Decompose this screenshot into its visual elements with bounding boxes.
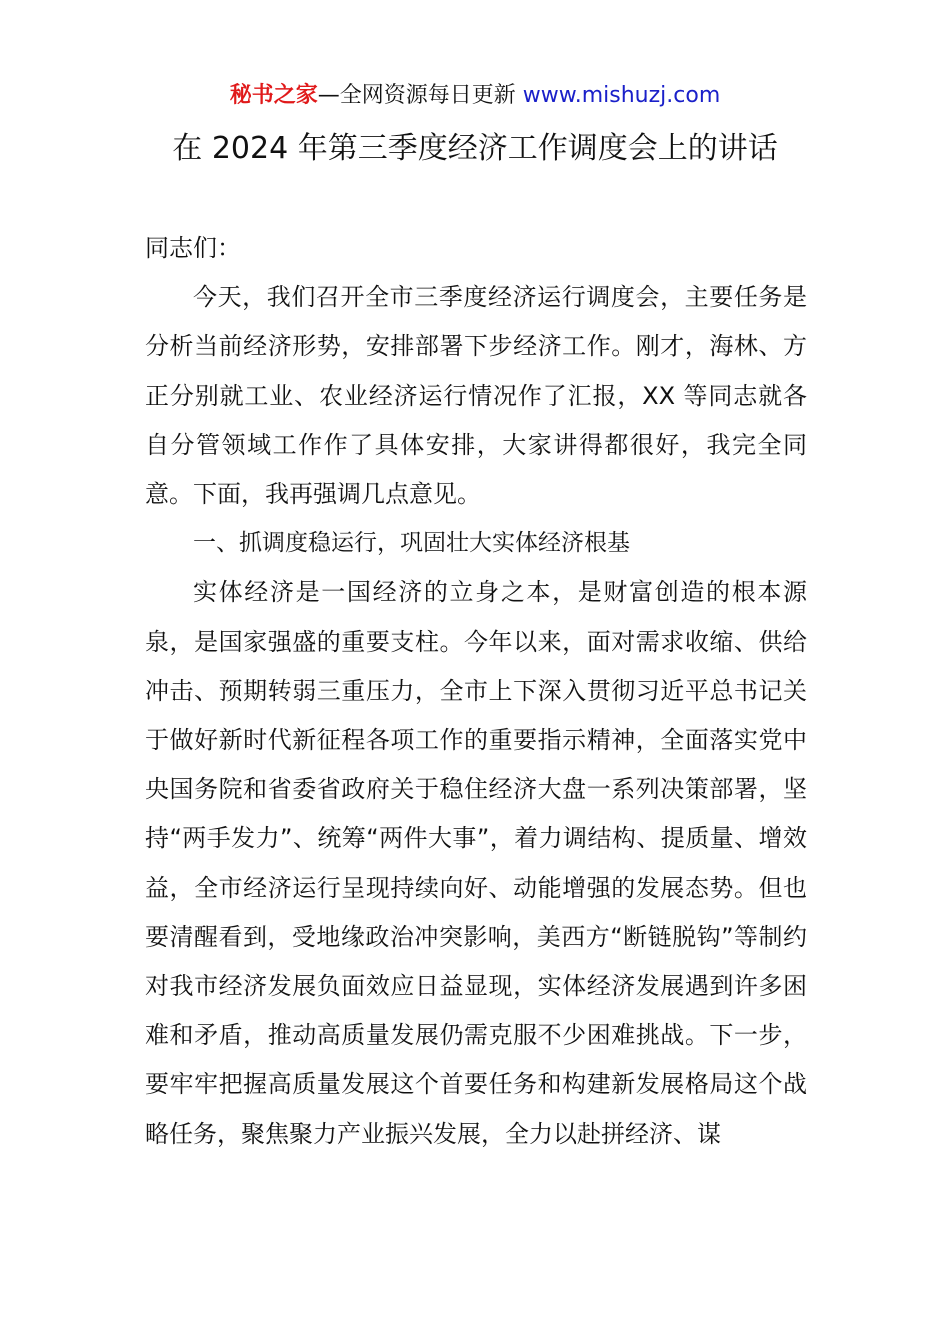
document-body <box>145 224 807 1159</box>
section-heading: 一、抓调度稳运行，巩固壮大实体经济根基 <box>193 530 630 557</box>
salutation: 同志们： <box>145 234 241 262</box>
paragraph: 实体经济是一国经济的立身之本，是财富创造的根本源泉，是国家强盛的重要支柱。今年以来，面对需求收缩、供给冲击、预期转弱三重压力，全市上下深入贯彻习近平总书记关于做好新时代新征程各项工作的重要指示精神，全面落实党中央国务院和省委省政府关于稳住经济大盘一系列决策部署，坚持“两手发力”、统筹“两件大事”，着力调结构、提质量、增效益，全市经济运行呈现持续向好、动能增强的发展态势。但也要清醒看到，受地缘政治冲突影响，美西方“断链脱钩”等制约对我市经济发展负面效应日益显现，实体经济发展遇到许多困难和矛盾，推动高质量发展仍需克服不少困难挑战。下一步，要牢牢把握高质量发展这个首要任务和构建新发展格局这个战略任务，聚焦聚力产业振兴发展，全力以赴拼经济、谋 <box>145 578 807 1148</box>
site-tagline: —全网资源每日更新 <box>317 83 523 108</box>
site-header <box>0 80 950 112</box>
site-brand: 秘书之家 <box>229 83 318 108</box>
document-title: 在 2024 年第三季度经济工作调度会上的讲话 <box>172 131 778 166</box>
site-url-link[interactable]: www.mishuzj.com <box>522 83 721 108</box>
paragraph: 今天，我们召开全市三季度经济运行调度会，主要任务是分析当前经济形势，安排部署下步经济工作。刚才，海林、方正分别就工业、农业经济运行情况作了汇报，XX 等同志就各自分管领域工作作了具体安排，大家讲得都很好，我完全同意。下面，我再强调几点意见。 <box>145 283 807 509</box>
